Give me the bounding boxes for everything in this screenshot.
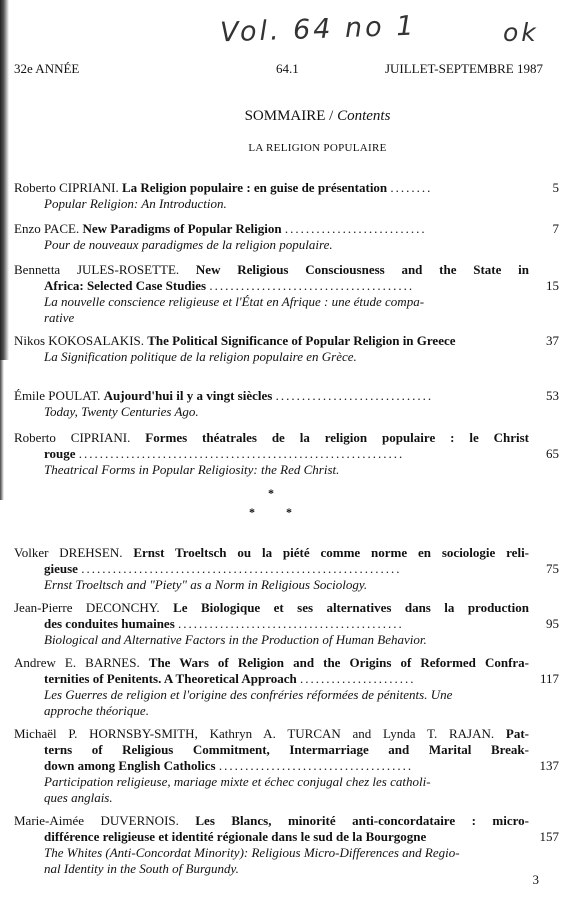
- sommaire-title-italic: Contents: [337, 108, 391, 124]
- header-volume: 64.1: [276, 61, 299, 76]
- toc-entry: Jean-Pierre DECONCHY. Le Biologique et ses alternatives dans la production des conduites humaines ........................................... Biological and Alternative Factors in the Production of Human Behavior.: [14, 600, 529, 647]
- entry-author: Émile POULAT.: [14, 388, 101, 403]
- entry-author: Jean-Pierre DECONCHY.: [14, 600, 160, 615]
- entry-translation: La nouvelle conscience religieuse et l'État en Afrique : une étude compa-: [44, 294, 425, 309]
- header-annee: 32e ANNÉE: [14, 61, 80, 76]
- header-date: JUILLET-SEPTEMBRE 1987: [384, 61, 543, 76]
- entry-author: Volker DREHSEN.: [14, 545, 123, 560]
- entry-title-part: des conduites humaines: [44, 616, 175, 631]
- entry-page-number: 53: [546, 388, 559, 403]
- toc-entry: Michaël P. HORNSBY-SMITH, Kathryn A. TURCAN and Lynda T. RAJAN. Pat- terns of Religious Commitment, Intermarriage and Marital Break- down among English Catholics ..................................... Participation religieuse, mariage mixte et échec conjugal chez les catholi- ques anglais.: [14, 726, 529, 805]
- entry-translation: ques anglais.: [44, 790, 113, 805]
- entry-translation: Today, Twenty Centuries Ago.: [44, 404, 199, 419]
- entry-author: Roberto CIPRIANI.: [14, 430, 131, 445]
- entry-translation: approche théorique.: [44, 703, 149, 718]
- entry-translation: Popular Religion: An Introduction.: [44, 196, 227, 211]
- entry-title-part: ternities of Penitents. A Theoretical Approach: [44, 671, 297, 686]
- toc-entry: Andrew E. BARNES. The Wars of Religion and the Origins of Reformed Confra- ternities of Penitents. A Theoretical Approach ...................... Les Guerres de religion et l'origine des confréries réformées de pénitents. Une approche théorique.: [14, 655, 529, 718]
- entry-page-number: 157: [539, 829, 559, 844]
- entry-page-number: 117: [539, 671, 559, 686]
- toc-entry: Roberto CIPRIANI. La Religion populaire : en guise de présentation ........ Popular Religion: An Introduction.: [14, 180, 529, 212]
- handwritten-volume-note: Vol. 64 no 1: [219, 10, 417, 49]
- entry-author: Michaël P. HORNSBY-SMITH, Kathryn A. TURCAN and Lynda T. RAJAN.: [14, 726, 495, 741]
- toc-entry: Roberto CIPRIANI. Formes théatrales de la religion populaire : le Christ rouge .............................................................. Theatrical Forms in Popular Religiosity: the Red Christ.: [14, 430, 529, 477]
- entry-title: Aujourd'hui il y a vingt siècles: [103, 388, 273, 403]
- separator-star: *: [286, 505, 292, 519]
- entry-title-part: Le Biologique et ses alternatives dans la production: [173, 600, 529, 615]
- entry-page-number: 15: [546, 278, 559, 293]
- section-subtitle: LA RELIGION POPULAIRE: [248, 142, 387, 154]
- entry-page-number: 65: [546, 446, 559, 461]
- toc-entry: Bennetta JULES-ROSETTE. New Religious Consciousness and the State in Africa: Selected Case Studies ....................................... La nouvelle conscience religieuse et l'État en Afrique : une étude compa- rative: [14, 262, 529, 325]
- entry-author: Nikos KOKOSALAKIS.: [14, 333, 145, 348]
- entry-title-part: Formes théatrales de la religion populaire : le Christ: [145, 430, 529, 445]
- entry-translation: Biological and Alternative Factors in the Production of Human Behavior.: [44, 632, 427, 647]
- scan-shadow-edge: [0, 0, 9, 360]
- entry-title-part: Les Blancs, minorité anti-concordataire : micro-: [195, 813, 529, 828]
- entry-title-part: terns of Religious Commitment, Intermarriage and Marital Break-: [44, 742, 529, 757]
- toc-entry: [14, 333, 529, 365]
- entry-translation: Participation religieuse, mariage mixte et échec conjugal chez les catholi-: [44, 774, 431, 789]
- entry-author: Roberto CIPRIANI.: [14, 180, 119, 195]
- entry-page-number: 7: [552, 221, 559, 236]
- sommaire-title: SOMMAIRE /: [244, 108, 334, 124]
- entry-translation: Ernst Troeltsch and "Piety" as a Norm in Religious Sociology.: [44, 577, 368, 592]
- entry-author: Bennetta JULES-ROSETTE.: [14, 262, 180, 277]
- entry-title-part: Pat-: [505, 726, 529, 741]
- separator-star: *: [268, 486, 274, 500]
- entry-author: Andrew E. BARNES.: [14, 655, 140, 670]
- entry-author: Marie-Aimée DUVERNOIS.: [14, 813, 179, 828]
- entry-title-part: New Religious Consciousness and the State in: [195, 262, 529, 277]
- page-folio: 3: [532, 872, 539, 887]
- entry-title-part: rouge: [44, 446, 76, 461]
- scan-shadow-edge-lower: [0, 360, 4, 500]
- entry-title: The Political Significance of Popular Religion in Greece: [147, 333, 456, 348]
- entry-translation: rative: [44, 310, 75, 325]
- entry-translation: The Whites (Anti-Concordat Minority): Religious Micro-Differences and Regio-: [44, 845, 460, 860]
- entry-title-part: The Wars of Religion and the Origins of Reformed Confra-: [148, 655, 529, 670]
- toc-entry: Émile POULAT. Aujourd'hui il y a vingt siècles .............................. Today, Twenty Centuries Ago.: [14, 388, 529, 420]
- entry-author: Enzo PACE.: [14, 221, 80, 236]
- entry-page-number: 75: [546, 561, 559, 576]
- toc-entry: Enzo PACE. New Paradigms of Popular Religion ........................... Pour de nouveaux paradigmes de la religion populaire.: [14, 221, 529, 253]
- entry-translation: Pour de nouveaux paradigmes de la religion populaire.: [44, 237, 333, 252]
- entry-title-part: différence religieuse et identité régionale dans le sud de la Bourgogne: [44, 829, 427, 844]
- entry-title: La Religion populaire : en guise de présentation: [121, 180, 388, 195]
- toc-entry: Volker DREHSEN. Ernst Troeltsch ou la piété comme norme en sociologie reli- gieuse ............................................................. Ernst Troeltsch and "Piety" as a Norm in Religious Sociology.: [14, 545, 529, 592]
- entry-title-part: down among English Catholics: [44, 758, 216, 773]
- entry-page-number: 5: [552, 180, 559, 195]
- entry-title: New Paradigms of Popular Religion: [82, 221, 282, 236]
- page-title: [0, 108, 573, 125]
- entry-page-number: 95: [546, 616, 559, 631]
- toc-entry: [14, 813, 529, 877]
- entry-translation: Theatrical Forms in Popular Religiosity: the Red Christ.: [44, 462, 340, 477]
- entry-page-number: 137: [539, 758, 559, 773]
- entry-title-part: Ernst Troeltsch ou la piété comme norme en sociologie reli-: [133, 545, 529, 560]
- entry-page-number: 37: [546, 333, 559, 348]
- separator-star: *: [249, 505, 255, 519]
- entry-translation: La Signification politique de la religion populaire en Grèce.: [44, 349, 357, 364]
- entry-translation: Les Guerres de religion et l'origine des confréries réformées de pénitents. Une: [44, 687, 453, 702]
- entry-title-part: Africa: Selected Case Studies: [44, 278, 207, 293]
- entry-translation: nal Identity in the South of Burgundy.: [44, 861, 239, 876]
- running-header: [14, 61, 543, 79]
- handwritten-ok-note: ok: [503, 18, 539, 47]
- entry-title-part: gieuse: [44, 561, 78, 576]
